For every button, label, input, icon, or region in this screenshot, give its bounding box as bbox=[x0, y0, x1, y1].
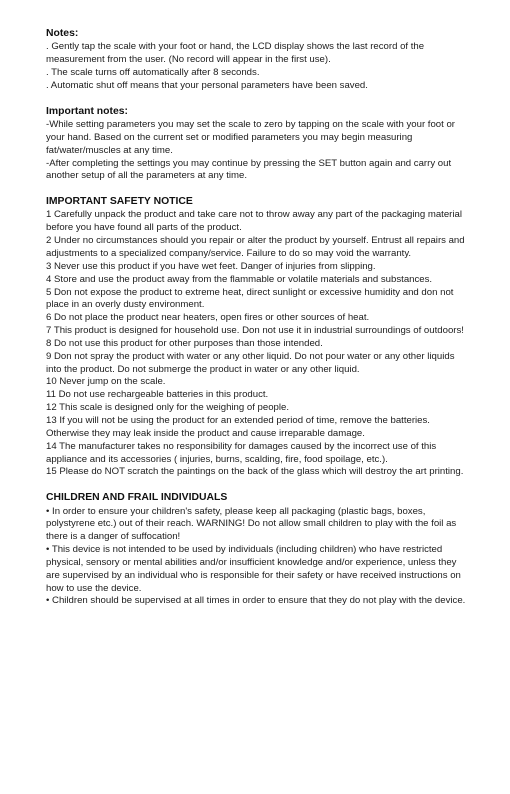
safety-item: 15 Please do NOT scratch the paintings on the back of the glass which will destroy the art printing. bbox=[46, 466, 464, 478]
safety-item: 10 Never jump on the scale. bbox=[46, 376, 166, 388]
safety-heading: IMPORTANT SAFETY NOTICE bbox=[46, 196, 193, 208]
safety-item: 14 The manufacturer takes no responsibility for damages caused by the incorrect use of this appliance and its accessories ( injuries, burns, scalding, fire, food spoilage, etc.). bbox=[46, 440, 437, 465]
children-section bbox=[46, 492, 466, 608]
children-item: • In order to ensure your children's safety, please keep all packaging (plastic bags, boxes, polystyrene etc.) out of their reach. WARNING! Do not allow small children to play with the foil as there is a danger of suffocation! bbox=[46, 505, 457, 543]
safety-item: 9 Don not spray the product with water or any other liquid. Do not pour water or any other liquids into the product. Do not submerge the product in water or any other liquid. bbox=[46, 350, 455, 375]
important-notes-section bbox=[46, 106, 466, 184]
safety-item: 3 Never use this product if you have wet feet. Danger of injuries from slipping. bbox=[46, 260, 376, 272]
children-item: • This device is not intended to be used by individuals (including children) who have restricted physical, sensory or mental abilities and/or insufficient knowledge and/or experience, unless they are supervised by an individual who is responsible for their safety or have received instructions on how to use the device. bbox=[46, 544, 461, 594]
notes-line: . Automatic shut off means that your personal parameters have been saved. bbox=[46, 79, 368, 91]
safety-item: 2 Under no circumstances should you repair or alter the product by yourself. Entrust all repairs and adjustments to a specialized company/service. Failure to do so may void the warranty. bbox=[46, 235, 465, 260]
safety-item: 4 Store and use the product away from the flammable or volatile materials and substances. bbox=[46, 273, 433, 285]
notes-line: . Gently tap the scale with your foot or hand, the LCD display shows the last record of the measurement from the user. (No record will appear in the first use). bbox=[46, 41, 425, 66]
safety-item: 6 Do not place the product near heaters, open fires or other sources of heat. bbox=[46, 312, 370, 324]
important-notes-heading: Important notes: bbox=[46, 105, 128, 117]
important-notes-line: -While setting parameters you may set the scale to zero by tapping on the scale with your foot or your hand. Based on the current set or modified parameters you may begin measuring fat/water/muscles at any time. bbox=[46, 118, 456, 156]
safety-item: 12 This scale is designed only for the weighing of people. bbox=[46, 402, 290, 414]
important-notes-line: -After completing the settings you may continue by pressing the SET button again and carry out another setup of all the parameters at any time. bbox=[46, 157, 452, 182]
children-heading: CHILDREN AND FRAIL INDIVIDUALS bbox=[46, 492, 228, 504]
safety-item: 1 Carefully unpack the product and take care not to throw away any part of the packaging material before you have found all parts of the product. bbox=[46, 209, 462, 234]
safety-item: 7 This product is designed for household use. Don not use it in industrial surroundings of outdoors! bbox=[46, 325, 464, 337]
safety-section bbox=[46, 196, 466, 479]
notes-section bbox=[46, 28, 466, 93]
children-item: • Children should be supervised at all times in order to ensure that they do not play with the device. bbox=[46, 595, 466, 607]
safety-item: 13 If you will not be using the product for an extended period of time, remove the batteries. Otherwise they may leak inside the product and cause irreparable damage. bbox=[46, 414, 430, 439]
notes-heading: Notes: bbox=[46, 28, 79, 39]
safety-item: 11 Do not use rechargeable batteries in this product. bbox=[46, 389, 269, 401]
safety-item: 8 Do not use this product for other purposes than those intended. bbox=[46, 337, 323, 349]
notes-line: . The scale turns off automatically after 8 seconds. bbox=[46, 66, 260, 78]
safety-item: 5 Don not expose the product to extreme heat, direct sunlight or excessive humidity and don not place in an overly dusty environment. bbox=[46, 286, 454, 311]
